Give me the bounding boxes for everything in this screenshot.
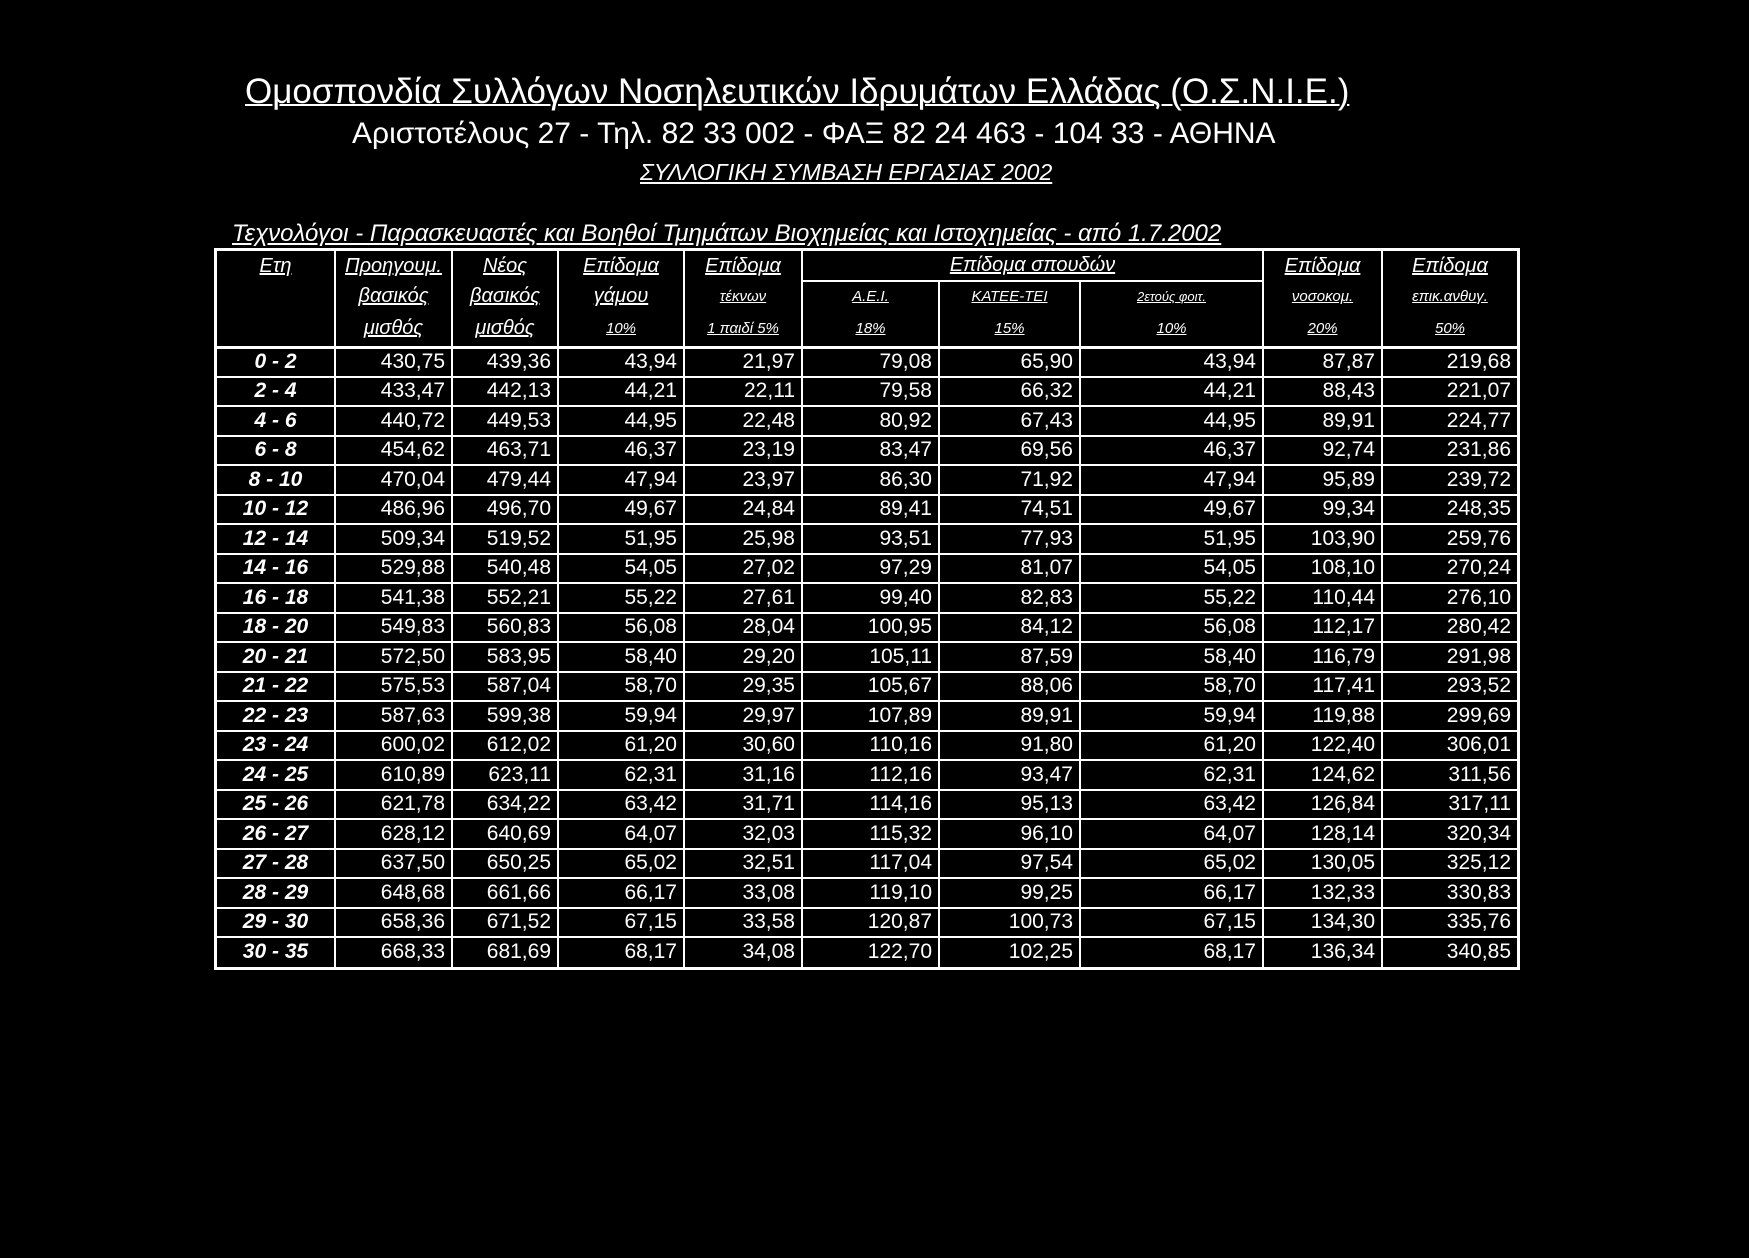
salary-table-frame bbox=[214, 248, 1520, 970]
cell-nursing-allowance: 88,43 bbox=[1263, 377, 1382, 407]
cell-new-salary: 671,52 bbox=[452, 908, 558, 938]
cell-new-salary: 583,95 bbox=[452, 642, 558, 672]
cell-child-allowance: 29,35 bbox=[684, 672, 802, 702]
col-header-marriage-3: 10% bbox=[558, 311, 684, 347]
cell-nursing-allowance: 119,88 bbox=[1263, 701, 1382, 731]
table-row bbox=[217, 406, 1517, 436]
cell-child-allowance: 29,20 bbox=[684, 642, 802, 672]
cell-marriage-allowance: 67,15 bbox=[558, 908, 684, 938]
cell-new-salary: 552,21 bbox=[452, 583, 558, 613]
cell-studies-aei: 100,95 bbox=[802, 613, 939, 643]
cell-hazard-allowance: 291,98 bbox=[1382, 642, 1517, 672]
cell-hazard-allowance: 317,11 bbox=[1382, 790, 1517, 820]
cell-prev-salary: 454,62 bbox=[335, 436, 452, 466]
cell-new-salary: 496,70 bbox=[452, 495, 558, 525]
cell-child-allowance: 24,84 bbox=[684, 495, 802, 525]
cell-hazard-allowance: 259,76 bbox=[1382, 524, 1517, 554]
cell-studies-tei: 88,06 bbox=[939, 672, 1080, 702]
col-header-nursing-2: νοσοκομ. bbox=[1263, 281, 1382, 311]
cell-studies-tei: 84,12 bbox=[939, 613, 1080, 643]
cell-prev-salary: 648,68 bbox=[335, 878, 452, 908]
cell-hazard-allowance: 299,69 bbox=[1382, 701, 1517, 731]
col-header-nursing-3: 20% bbox=[1263, 311, 1382, 347]
table-row bbox=[217, 672, 1517, 702]
cell-new-salary: 479,44 bbox=[452, 465, 558, 495]
cell-marriage-allowance: 64,07 bbox=[558, 819, 684, 849]
cell-years: 27 - 28 bbox=[217, 849, 335, 879]
cell-years: 21 - 22 bbox=[217, 672, 335, 702]
cell-studies-2y: 49,67 bbox=[1080, 495, 1263, 525]
cell-studies-2y: 55,22 bbox=[1080, 583, 1263, 613]
cell-child-allowance: 32,03 bbox=[684, 819, 802, 849]
cell-new-salary: 449,53 bbox=[452, 406, 558, 436]
cell-prev-salary: 470,04 bbox=[335, 465, 452, 495]
cell-nursing-allowance: 116,79 bbox=[1263, 642, 1382, 672]
cell-hazard-allowance: 320,34 bbox=[1382, 819, 1517, 849]
cell-studies-2y: 62,31 bbox=[1080, 760, 1263, 790]
col-header-children-2: τέκνων bbox=[684, 281, 802, 311]
cell-nursing-allowance: 122,40 bbox=[1263, 731, 1382, 761]
cell-prev-salary: 575,53 bbox=[335, 672, 452, 702]
table-row bbox=[217, 554, 1517, 584]
table-row bbox=[217, 613, 1517, 643]
cell-child-allowance: 23,97 bbox=[684, 465, 802, 495]
cell-nursing-allowance: 112,17 bbox=[1263, 613, 1382, 643]
cell-studies-aei: 120,87 bbox=[802, 908, 939, 938]
cell-child-allowance: 27,61 bbox=[684, 583, 802, 613]
cell-hazard-allowance: 340,85 bbox=[1382, 937, 1517, 967]
cell-nursing-allowance: 126,84 bbox=[1263, 790, 1382, 820]
cell-studies-2y: 46,37 bbox=[1080, 436, 1263, 466]
cell-studies-tei: 93,47 bbox=[939, 760, 1080, 790]
col-header-2y: 2ετούς φοιτ. bbox=[1080, 281, 1263, 311]
cell-marriage-allowance: 63,42 bbox=[558, 790, 684, 820]
table-row bbox=[217, 495, 1517, 525]
address-line: Αριστοτέλους 27 - Τηλ. 82 33 002 - ΦΑΞ 82 24 463 - 104 33 - ΑΘΗΝΑ bbox=[352, 117, 1276, 150]
cell-studies-tei: 74,51 bbox=[939, 495, 1080, 525]
cell-hazard-allowance: 306,01 bbox=[1382, 731, 1517, 761]
col-header-years-blank-2 bbox=[217, 311, 335, 347]
col-header-prev-2: βασικός bbox=[335, 281, 452, 311]
cell-child-allowance: 31,71 bbox=[684, 790, 802, 820]
col-header-prev-1: Προηγουμ. bbox=[335, 251, 452, 281]
cell-child-allowance: 31,16 bbox=[684, 760, 802, 790]
cell-marriage-allowance: 47,94 bbox=[558, 465, 684, 495]
cell-marriage-allowance: 51,95 bbox=[558, 524, 684, 554]
table-row bbox=[217, 878, 1517, 908]
cell-child-allowance: 22,11 bbox=[684, 377, 802, 407]
cell-new-salary: 612,02 bbox=[452, 731, 558, 761]
col-header-children-1: Επίδομα bbox=[684, 251, 802, 281]
cell-new-salary: 540,48 bbox=[452, 554, 558, 584]
cell-studies-tei: 96,10 bbox=[939, 819, 1080, 849]
cell-hazard-allowance: 224,77 bbox=[1382, 406, 1517, 436]
cell-hazard-allowance: 330,83 bbox=[1382, 878, 1517, 908]
cell-hazard-allowance: 280,42 bbox=[1382, 613, 1517, 643]
cell-studies-tei: 91,80 bbox=[939, 731, 1080, 761]
cell-prev-salary: 529,88 bbox=[335, 554, 452, 584]
cell-years: 18 - 20 bbox=[217, 613, 335, 643]
cell-child-allowance: 34,08 bbox=[684, 937, 802, 967]
col-header-hazard-2: επικ.ανθυγ. bbox=[1382, 281, 1517, 311]
cell-marriage-allowance: 56,08 bbox=[558, 613, 684, 643]
cell-hazard-allowance: 335,76 bbox=[1382, 908, 1517, 938]
cell-studies-2y: 63,42 bbox=[1080, 790, 1263, 820]
cell-studies-tei: 99,25 bbox=[939, 878, 1080, 908]
cell-years: 26 - 27 bbox=[217, 819, 335, 849]
cell-years: 29 - 30 bbox=[217, 908, 335, 938]
salary-table bbox=[217, 251, 1517, 967]
cell-studies-2y: 66,17 bbox=[1080, 878, 1263, 908]
cell-studies-tei: 69,56 bbox=[939, 436, 1080, 466]
cell-hazard-allowance: 248,35 bbox=[1382, 495, 1517, 525]
cell-hazard-allowance: 293,52 bbox=[1382, 672, 1517, 702]
col-header-marriage-2: γάμου bbox=[558, 281, 684, 311]
cell-studies-aei: 97,29 bbox=[802, 554, 939, 584]
col-header-hazard-1: Επίδομα bbox=[1382, 251, 1517, 281]
cell-child-allowance: 32,51 bbox=[684, 849, 802, 879]
col-header-aei: Α.Ε.Ι. bbox=[802, 281, 939, 311]
table-row bbox=[217, 849, 1517, 879]
cell-marriage-allowance: 65,02 bbox=[558, 849, 684, 879]
cell-years: 20 - 21 bbox=[217, 642, 335, 672]
cell-new-salary: 463,71 bbox=[452, 436, 558, 466]
cell-prev-salary: 637,50 bbox=[335, 849, 452, 879]
cell-prev-salary: 440,72 bbox=[335, 406, 452, 436]
cell-nursing-allowance: 132,33 bbox=[1263, 878, 1382, 908]
cell-studies-tei: 82,83 bbox=[939, 583, 1080, 613]
col-header-studies-group: Επίδομα σπουδών bbox=[802, 251, 1263, 281]
table-body bbox=[217, 347, 1517, 967]
cell-marriage-allowance: 46,37 bbox=[558, 436, 684, 466]
cell-years: 28 - 29 bbox=[217, 878, 335, 908]
cell-marriage-allowance: 49,67 bbox=[558, 495, 684, 525]
cell-studies-2y: 47,94 bbox=[1080, 465, 1263, 495]
cell-studies-aei: 119,10 bbox=[802, 878, 939, 908]
col-header-prev-3: μισθός bbox=[335, 311, 452, 347]
cell-studies-2y: 51,95 bbox=[1080, 524, 1263, 554]
cell-studies-aei: 114,16 bbox=[802, 790, 939, 820]
cell-marriage-allowance: 58,40 bbox=[558, 642, 684, 672]
cell-prev-salary: 628,12 bbox=[335, 819, 452, 849]
cell-marriage-allowance: 61,20 bbox=[558, 731, 684, 761]
cell-marriage-allowance: 58,70 bbox=[558, 672, 684, 702]
col-header-years: Ετη bbox=[259, 254, 292, 277]
cell-nursing-allowance: 103,90 bbox=[1263, 524, 1382, 554]
cell-studies-tei: 65,90 bbox=[939, 347, 1080, 377]
col-header-aei-pct: 18% bbox=[802, 311, 939, 347]
cell-studies-2y: 56,08 bbox=[1080, 613, 1263, 643]
cell-prev-salary: 600,02 bbox=[335, 731, 452, 761]
cell-studies-aei: 115,32 bbox=[802, 819, 939, 849]
cell-prev-salary: 486,96 bbox=[335, 495, 452, 525]
cell-studies-aei: 105,67 bbox=[802, 672, 939, 702]
cell-prev-salary: 430,75 bbox=[335, 347, 452, 377]
cell-studies-2y: 43,94 bbox=[1080, 347, 1263, 377]
cell-new-salary: 681,69 bbox=[452, 937, 558, 967]
cell-prev-salary: 668,33 bbox=[335, 937, 452, 967]
cell-new-salary: 519,52 bbox=[452, 524, 558, 554]
cell-years: 6 - 8 bbox=[217, 436, 335, 466]
cell-new-salary: 587,04 bbox=[452, 672, 558, 702]
cell-studies-2y: 58,70 bbox=[1080, 672, 1263, 702]
cell-studies-2y: 44,21 bbox=[1080, 377, 1263, 407]
cell-child-allowance: 28,04 bbox=[684, 613, 802, 643]
cell-marriage-allowance: 44,21 bbox=[558, 377, 684, 407]
cell-studies-aei: 89,41 bbox=[802, 495, 939, 525]
cell-studies-tei: 71,92 bbox=[939, 465, 1080, 495]
cell-studies-aei: 122,70 bbox=[802, 937, 939, 967]
cell-child-allowance: 21,97 bbox=[684, 347, 802, 377]
cell-new-salary: 640,69 bbox=[452, 819, 558, 849]
cell-child-allowance: 27,02 bbox=[684, 554, 802, 584]
cell-new-salary: 650,25 bbox=[452, 849, 558, 879]
col-header-marriage-1: Επίδομα bbox=[558, 251, 684, 281]
cell-studies-tei: 100,73 bbox=[939, 908, 1080, 938]
cell-prev-salary: 572,50 bbox=[335, 642, 452, 672]
cell-years: 25 - 26 bbox=[217, 790, 335, 820]
cell-studies-2y: 58,40 bbox=[1080, 642, 1263, 672]
cell-years: 4 - 6 bbox=[217, 406, 335, 436]
cell-years: 22 - 23 bbox=[217, 701, 335, 731]
cell-nursing-allowance: 134,30 bbox=[1263, 908, 1382, 938]
cell-child-allowance: 30,60 bbox=[684, 731, 802, 761]
col-header-tei: ΚΑΤΕΕ-ΤΕΙ bbox=[939, 281, 1080, 311]
cell-years: 10 - 12 bbox=[217, 495, 335, 525]
cell-studies-2y: 65,02 bbox=[1080, 849, 1263, 879]
cell-prev-salary: 621,78 bbox=[335, 790, 452, 820]
cell-studies-aei: 83,47 bbox=[802, 436, 939, 466]
cell-nursing-allowance: 117,41 bbox=[1263, 672, 1382, 702]
table-row bbox=[217, 731, 1517, 761]
cell-marriage-allowance: 55,22 bbox=[558, 583, 684, 613]
table-row bbox=[217, 790, 1517, 820]
col-header-2y-pct: 10% bbox=[1080, 311, 1263, 347]
table-row bbox=[217, 937, 1517, 967]
organization-title: Ομοσπονδία Συλλόγων Νοσηλευτικών Ιδρυμάτων Ελλάδας (Ο.Σ.Ν.Ι.Ε.) bbox=[245, 72, 1350, 111]
cell-prev-salary: 587,63 bbox=[335, 701, 452, 731]
table-row bbox=[217, 642, 1517, 672]
table-row bbox=[217, 760, 1517, 790]
cell-studies-tei: 67,43 bbox=[939, 406, 1080, 436]
cell-child-allowance: 33,08 bbox=[684, 878, 802, 908]
cell-prev-salary: 433,47 bbox=[335, 377, 452, 407]
table-row bbox=[217, 524, 1517, 554]
cell-studies-tei: 97,54 bbox=[939, 849, 1080, 879]
cell-prev-salary: 610,89 bbox=[335, 760, 452, 790]
cell-nursing-allowance: 136,34 bbox=[1263, 937, 1382, 967]
cell-studies-2y: 68,17 bbox=[1080, 937, 1263, 967]
cell-nursing-allowance: 128,14 bbox=[1263, 819, 1382, 849]
table-row bbox=[217, 701, 1517, 731]
cell-nursing-allowance: 99,34 bbox=[1263, 495, 1382, 525]
cell-studies-aei: 79,08 bbox=[802, 347, 939, 377]
cell-child-allowance: 23,19 bbox=[684, 436, 802, 466]
cell-prev-salary: 658,36 bbox=[335, 908, 452, 938]
cell-studies-2y: 59,94 bbox=[1080, 701, 1263, 731]
cell-new-salary: 623,11 bbox=[452, 760, 558, 790]
cell-new-salary: 442,13 bbox=[452, 377, 558, 407]
col-header-years-blank bbox=[217, 281, 335, 311]
cell-nursing-allowance: 108,10 bbox=[1263, 554, 1382, 584]
cell-marriage-allowance: 66,17 bbox=[558, 878, 684, 908]
cell-years: 12 - 14 bbox=[217, 524, 335, 554]
cell-child-allowance: 25,98 bbox=[684, 524, 802, 554]
cell-studies-aei: 107,89 bbox=[802, 701, 939, 731]
cell-new-salary: 634,22 bbox=[452, 790, 558, 820]
cell-studies-tei: 66,32 bbox=[939, 377, 1080, 407]
cell-new-salary: 560,83 bbox=[452, 613, 558, 643]
cell-studies-aei: 93,51 bbox=[802, 524, 939, 554]
cell-hazard-allowance: 325,12 bbox=[1382, 849, 1517, 879]
cell-new-salary: 439,36 bbox=[452, 347, 558, 377]
cell-studies-2y: 67,15 bbox=[1080, 908, 1263, 938]
cell-studies-aei: 86,30 bbox=[802, 465, 939, 495]
cell-studies-aei: 112,16 bbox=[802, 760, 939, 790]
cell-nursing-allowance: 124,62 bbox=[1263, 760, 1382, 790]
col-header-children-3: 1 παιδί 5% bbox=[684, 311, 802, 347]
cell-studies-aei: 99,40 bbox=[802, 583, 939, 613]
cell-hazard-allowance: 276,10 bbox=[1382, 583, 1517, 613]
col-header-new-3: μισθός bbox=[452, 311, 558, 347]
cell-studies-tei: 89,91 bbox=[939, 701, 1080, 731]
agreement-title: ΣΥΛΛΟΓΙΚΗ ΣΥΜΒΑΣΗ ΕΡΓΑΣΙΑΣ 2002 bbox=[640, 159, 1053, 185]
table-row bbox=[217, 436, 1517, 466]
table-row bbox=[217, 583, 1517, 613]
cell-studies-tei: 102,25 bbox=[939, 937, 1080, 967]
cell-studies-2y: 54,05 bbox=[1080, 554, 1263, 584]
cell-studies-tei: 77,93 bbox=[939, 524, 1080, 554]
cell-studies-aei: 80,92 bbox=[802, 406, 939, 436]
cell-years: 14 - 16 bbox=[217, 554, 335, 584]
cell-prev-salary: 509,34 bbox=[335, 524, 452, 554]
cell-hazard-allowance: 239,72 bbox=[1382, 465, 1517, 495]
cell-nursing-allowance: 87,87 bbox=[1263, 347, 1382, 377]
col-header-tei-pct: 15% bbox=[939, 311, 1080, 347]
cell-hazard-allowance: 311,56 bbox=[1382, 760, 1517, 790]
cell-studies-tei: 87,59 bbox=[939, 642, 1080, 672]
table-subtitle: Τεχνολόγοι - Παρασκευαστές και Βοηθοί Τμημάτων Βιοχημείας και Ιστοχημείας - από 1.7.2002 bbox=[232, 220, 1222, 247]
cell-marriage-allowance: 68,17 bbox=[558, 937, 684, 967]
cell-prev-salary: 549,83 bbox=[335, 613, 452, 643]
cell-hazard-allowance: 219,68 bbox=[1382, 347, 1517, 377]
cell-studies-aei: 79,58 bbox=[802, 377, 939, 407]
table-row bbox=[217, 377, 1517, 407]
cell-years: 24 - 25 bbox=[217, 760, 335, 790]
cell-prev-salary: 541,38 bbox=[335, 583, 452, 613]
cell-marriage-allowance: 62,31 bbox=[558, 760, 684, 790]
cell-studies-tei: 81,07 bbox=[939, 554, 1080, 584]
cell-years: 0 - 2 bbox=[254, 350, 297, 373]
col-header-new-1: Νέος bbox=[452, 251, 558, 281]
cell-marriage-allowance: 54,05 bbox=[558, 554, 684, 584]
cell-nursing-allowance: 110,44 bbox=[1263, 583, 1382, 613]
cell-studies-2y: 64,07 bbox=[1080, 819, 1263, 849]
col-header-new-2: βασικός bbox=[452, 281, 558, 311]
cell-nursing-allowance: 92,74 bbox=[1263, 436, 1382, 466]
cell-child-allowance: 22,48 bbox=[684, 406, 802, 436]
cell-new-salary: 599,38 bbox=[452, 701, 558, 731]
table-row bbox=[217, 819, 1517, 849]
cell-studies-aei: 110,16 bbox=[802, 731, 939, 761]
cell-years: 23 - 24 bbox=[217, 731, 335, 761]
table-row bbox=[217, 347, 1517, 377]
table-header bbox=[217, 251, 1517, 347]
cell-nursing-allowance: 95,89 bbox=[1263, 465, 1382, 495]
cell-hazard-allowance: 231,86 bbox=[1382, 436, 1517, 466]
cell-marriage-allowance: 43,94 bbox=[558, 347, 684, 377]
table-row bbox=[217, 465, 1517, 495]
cell-child-allowance: 33,58 bbox=[684, 908, 802, 938]
cell-studies-aei: 117,04 bbox=[802, 849, 939, 879]
cell-years: 30 - 35 bbox=[217, 937, 335, 967]
cell-new-salary: 661,66 bbox=[452, 878, 558, 908]
cell-nursing-allowance: 89,91 bbox=[1263, 406, 1382, 436]
col-header-hazard-3: 50% bbox=[1382, 311, 1517, 347]
cell-studies-2y: 44,95 bbox=[1080, 406, 1263, 436]
cell-marriage-allowance: 44,95 bbox=[558, 406, 684, 436]
cell-studies-aei: 105,11 bbox=[802, 642, 939, 672]
col-header-nursing-1: Επίδομα bbox=[1263, 251, 1382, 281]
cell-years: 2 - 4 bbox=[217, 377, 335, 407]
cell-marriage-allowance: 59,94 bbox=[558, 701, 684, 731]
cell-child-allowance: 29,97 bbox=[684, 701, 802, 731]
cell-hazard-allowance: 221,07 bbox=[1382, 377, 1517, 407]
cell-studies-tei: 95,13 bbox=[939, 790, 1080, 820]
cell-studies-2y: 61,20 bbox=[1080, 731, 1263, 761]
cell-nursing-allowance: 130,05 bbox=[1263, 849, 1382, 879]
cell-years: 8 - 10 bbox=[217, 465, 335, 495]
table-row bbox=[217, 908, 1517, 938]
cell-hazard-allowance: 270,24 bbox=[1382, 554, 1517, 584]
cell-years: 16 - 18 bbox=[217, 583, 335, 613]
